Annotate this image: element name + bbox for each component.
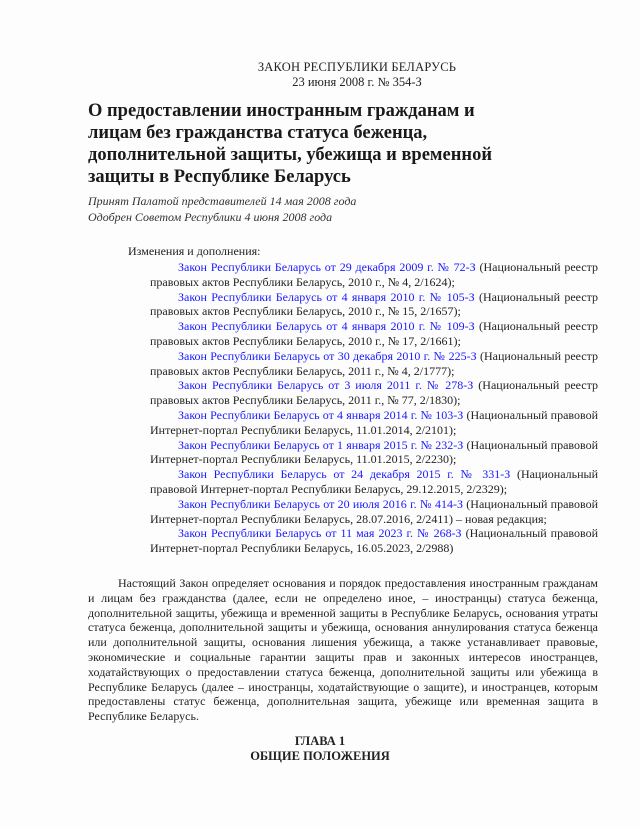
chapter-heading	[0, 734, 640, 764]
law-type: ЗАКОН РЕСПУБЛИКИ БЕЛАРУСЬ	[257, 60, 457, 74]
amendment-item	[150, 319, 598, 349]
amendment-source: (Национальный правовой Интернет-портал Республики Беларусь, 11.01.2015, 2/2230);	[150, 437, 598, 467]
amendment-link[interactable]: Закон Республики Беларусь от 4 января 2010 г. № 105-З	[178, 289, 475, 304]
amendment-item	[150, 408, 598, 438]
amendment-source: (Национальный реестр правовых актов Республики Беларусь, 2010 г., № 4, 2/1624);	[150, 260, 598, 289]
law-date: 23 июня 2008 г. № 354-З	[292, 75, 422, 89]
amendment-link[interactable]: Закон Республики Беларусь от 24 декабря 2015 г. № 331-З	[178, 467, 511, 482]
amendment-link[interactable]: Закон Республики Беларусь от 11 мая 2023 г. № 268-З	[178, 526, 462, 541]
amendment-item	[150, 349, 598, 379]
amendment-item	[150, 526, 598, 556]
amendment-item	[150, 260, 598, 290]
amendment-source: (Национальный реестр правовых актов Республики Беларусь, 2010 г., № 17, 2/1661);	[150, 319, 598, 348]
amendment-link[interactable]: Закон Республики Беларусь от 29 декабря 2009 г. № 72-З	[178, 260, 476, 274]
adoption-info	[88, 194, 356, 225]
law-header	[0, 60, 640, 90]
amendment-source: (Национальный правовой Интернет-портал Республики Беларусь, 29.12.2015, 2/2329);	[150, 467, 598, 496]
document-title: О предоставлении иностранным гражданам и лицам без гражданства статуса беженца, дополнительной защиты, убежища и временной защиты в Республике Беларусь	[88, 101, 492, 187]
amendment-item	[150, 290, 598, 320]
amendment-link[interactable]: Закон Республики Беларусь от 4 января 2010 г. № 109-З	[178, 319, 475, 334]
amendment-source: (Национальный реестр правовых актов Республики Беларусь, 2010 г., № 15, 2/1657);	[150, 289, 598, 319]
amendment-source: (Национальный реестр правовых актов Республики Беларусь, 2011 г., № 4, 2/1777);	[150, 348, 598, 378]
amendment-source: (Национальный реестр правовых актов Республики Беларусь, 2011 г., № 77, 2/1830);	[150, 378, 598, 408]
approved-line: Одобрен Советом Республики 4 июня 2008 года	[88, 209, 333, 224]
amendment-item	[150, 467, 598, 497]
amendment-link[interactable]: Закон Республики Беларусь от 30 декабря 2010 г. № 225-З	[178, 348, 477, 363]
chapter-title: ОБЩИЕ ПОЛОЖЕНИЯ	[250, 749, 390, 763]
chapter-number: ГЛАВА 1	[294, 734, 346, 748]
adopted-line: Принят Палатой представителей 14 мая 2008 года	[88, 194, 357, 208]
amendments-list	[150, 260, 598, 556]
amendment-link[interactable]: Закон Республики Беларусь от 1 января 2015 г. № 232-З	[178, 437, 464, 452]
amendment-link[interactable]: Закон Республики Беларусь от 3 июля 2011 г. № 278-З	[178, 378, 474, 393]
amendment-link[interactable]: Закон Республики Беларусь от 4 января 2014 г. № 103-З	[178, 407, 464, 422]
amendments-heading: Изменения и дополнения:	[128, 244, 261, 258]
amendment-source: (Национальный правовой Интернет-портал Республики Беларусь, 11.01.2014, 2/2101);	[150, 407, 598, 437]
amendment-link[interactable]: Закон Республики Беларусь от 20 июля 2016 г. № 414-З	[178, 496, 464, 511]
amendment-source: (Национальный правовой Интернет-портал Республики Беларусь, 28.07.2016, 2/2411) – новая редакция;	[150, 496, 598, 526]
amendment-item	[150, 497, 598, 527]
amendment-source: (Национальный правовой Интернет-портал Республики Беларусь, 16.05.2023, 2/2988)	[150, 526, 599, 556]
amendment-item	[150, 378, 598, 408]
amendment-item	[150, 438, 598, 468]
preamble-paragraph: Настоящий Закон определяет основания и порядок предоставления иностранным гражданам и лицам без гражданства (далее, если не определено иное, – иностранцы) статуса беженца, дополнительной защиты, убежища и временной защиты в Республике Беларусь, основания утраты статуса беженца, дополнительной защиты и убежища, основания аннулирования статуса беженца или дополнительной защиты, основания лишения убежища, а также устанавливает правовые, экономические и социальные гарантии защиты прав и законных интересов иностранцев, ходатайствующих о предоставлении статуса беженца, дополнительной защиты или убежища в Республике Беларусь (далее – иностранцы, ходатайствующие о защите), и иностранцев, которым предоставлены статус беженца, дополнительная защита, убежище или временная защита в Республике Беларусь.	[88, 576, 598, 724]
